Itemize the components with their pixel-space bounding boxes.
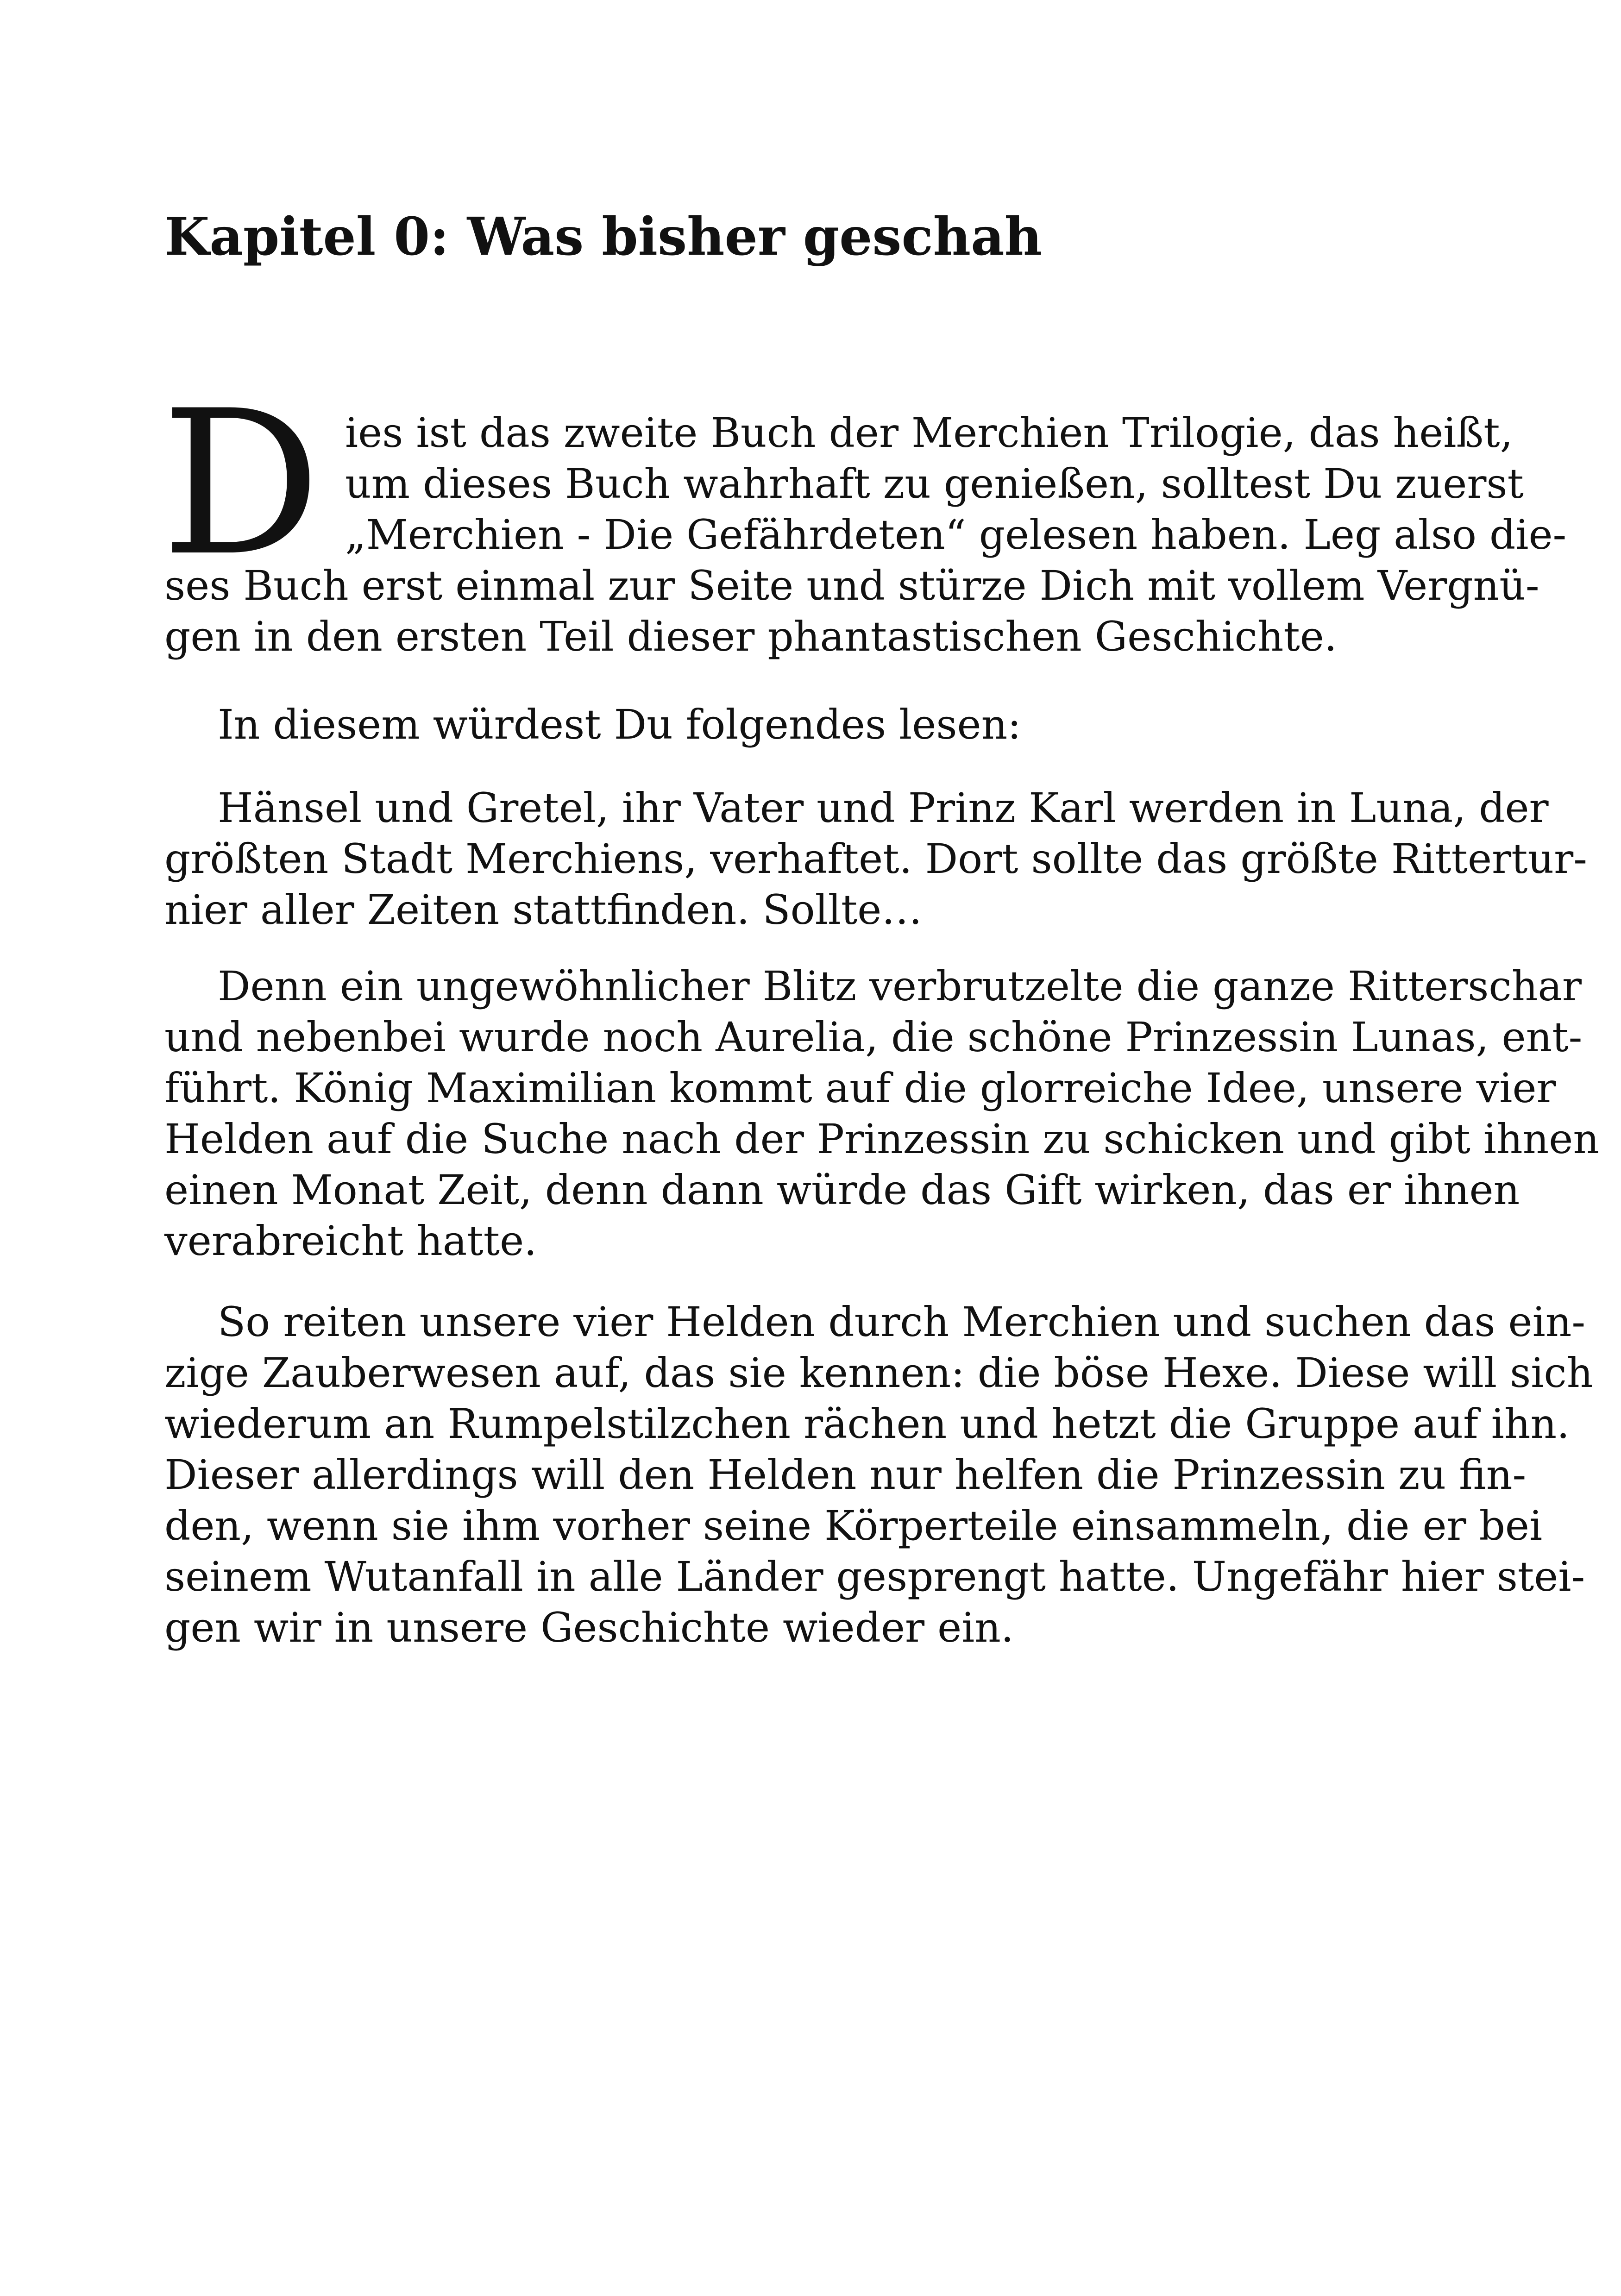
text-line: nier aller Zeiten stattfinden. Sollte…: [164, 886, 923, 934]
text-line: einen Monat Zeit, denn dann würde das Gift wirken, das er ihnen: [164, 1166, 1520, 1214]
text-line: seinem Wutanfall in alle Länder gesprengt hatte. Ungefähr hier stei-: [164, 1553, 1585, 1600]
text-line: ses Buch erst einmal zur Seite und stürze Dich mit vollem Vergnü-: [164, 562, 1539, 609]
text-line: führt. König Maximilian kommt auf die glorreiche Idee, unsere vier: [164, 1064, 1556, 1112]
text-line: zige Zauberwesen auf, das sie kennen: die böse Hexe. Diese will sich: [164, 1349, 1593, 1397]
text-line: und nebenbei wurde noch Aurelia, die schöne Prinzessin Lunas, ent-: [164, 1013, 1583, 1061]
drop-cap-letter: D: [161, 368, 321, 600]
text-line: Denn ein ungewöhnlicher Blitz verbrutzelte die ganze Ritterschar: [218, 962, 1582, 1010]
text-line: gen wir in unsere Geschichte wieder ein.: [164, 1604, 1014, 1651]
text-line: Dieser allerdings will den Helden nur helfen die Prinzessin zu fin-: [164, 1451, 1527, 1499]
text-line: um dieses Buch wahrhaft zu genießen, solltest Du zuerst: [345, 460, 1524, 508]
text-line: ies ist das zweite Buch der Merchien Trilogie, das heißt,: [345, 409, 1513, 457]
chapter-title: Kapitel 0: Was bisher geschah: [164, 207, 1043, 267]
text-line: Hänsel und Gretel, ihr Vater und Prinz Karl werden in Luna, der: [218, 784, 1549, 832]
text-line: wiederum an Rumpelstilzchen rächen und hetzt die Gruppe auf ihn.: [164, 1400, 1570, 1448]
text-line: „Merchien - Die Gefährdeten“ gelesen haben. Leg also die-: [345, 511, 1567, 558]
text-line: So reiten unsere vier Helden durch Merchien und suchen das ein-: [218, 1298, 1586, 1346]
text-line: gen in den ersten Teil dieser phantastischen Geschichte.: [164, 613, 1337, 660]
text-line: größten Stadt Merchiens, verhaftet. Dort sollte das größte Rittertur-: [164, 835, 1587, 883]
text-line: In diesem würdest Du folgendes lesen:: [218, 701, 1021, 748]
text-line: Helden auf die Suche nach der Prinzessin zu schicken und gibt ihnen: [164, 1115, 1600, 1163]
text-line: verabreicht hatte.: [164, 1217, 537, 1265]
text-line: den, wenn sie ihm vorher seine Körperteile einsammeln, die er bei: [164, 1502, 1543, 1549]
